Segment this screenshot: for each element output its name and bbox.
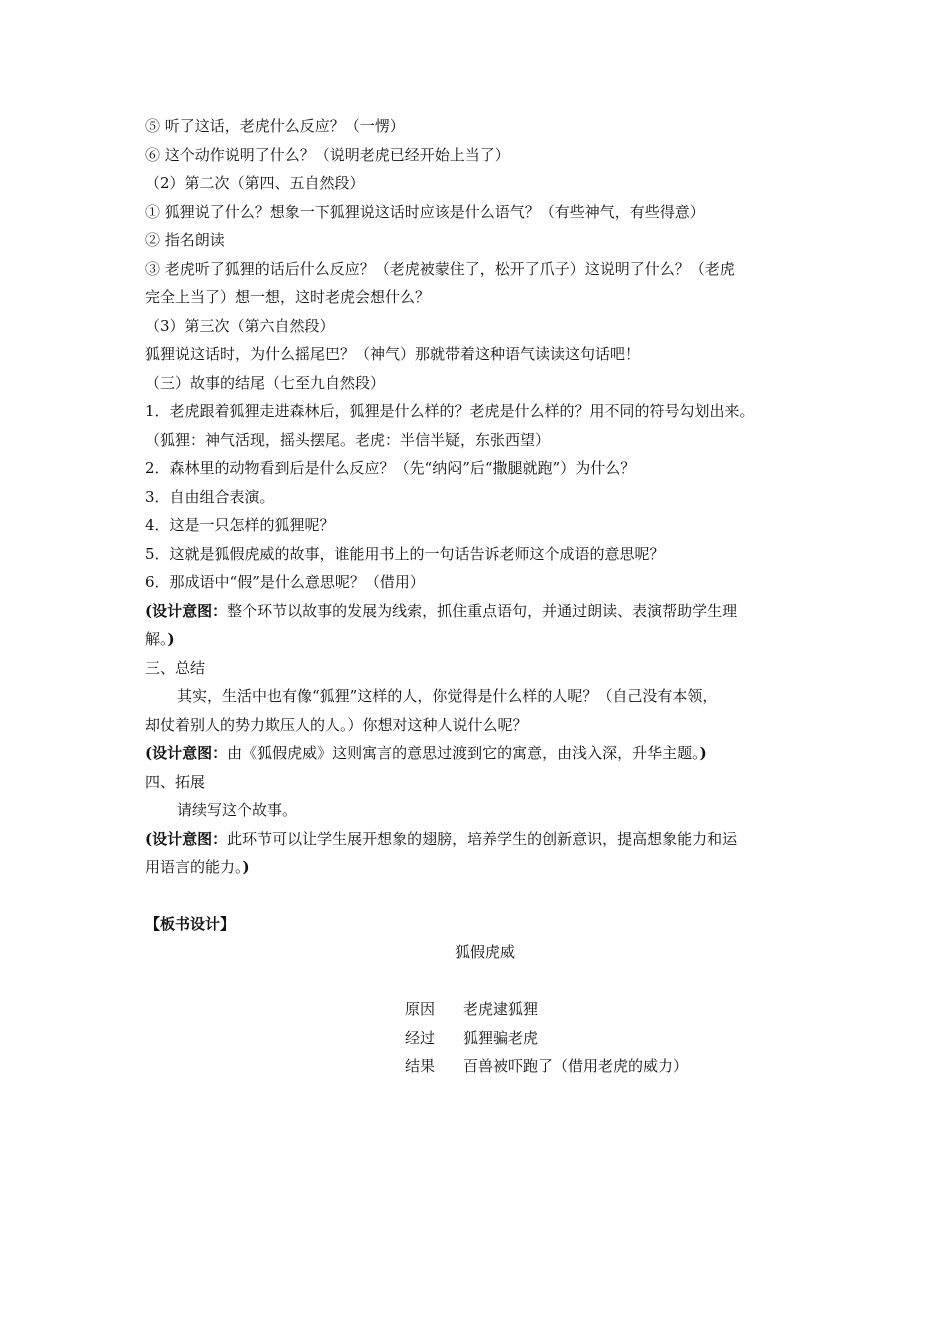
design-intent-note-cont [145, 625, 825, 654]
board-design-heading: 【板书设计】 [145, 914, 236, 933]
design-intent-text: 解。 [145, 630, 168, 648]
text-line: （狐狸：神气活现，摇头摆尾。老虎：半信半疑，东张西望） [145, 430, 551, 449]
design-intent-close: ) [699, 744, 707, 762]
design-intent-text: 此环节可以让学生展开想象的翅膀，培养学生的创新意识，提高想象能力和运 [227, 829, 738, 848]
document-page [145, 112, 825, 1108]
text-line: ② 指名朗读 [145, 231, 225, 249]
board-row-value: 老虎逮狐狸 [463, 1000, 539, 1018]
text-line: ① 狐狸说了什么？想象一下狐狸说这话时应该是什么语气？（有些神气，有些得意） [145, 202, 705, 221]
board-row [405, 1024, 538, 1053]
section-heading-extension: 四、拓展 [145, 772, 206, 791]
board-title: 狐假虎威 [454, 943, 515, 961]
text-line: 2．森林里的动物看到后是什么反应？（先“纳闷”后“撒腿就跑”）为什么？ [145, 459, 636, 477]
paragraph-line: 请续写这个故事。 [177, 801, 298, 819]
design-intent-close: ) [242, 858, 250, 876]
design-intent-label: (设计意图： [145, 744, 228, 762]
text-line: 5．这就是狐假虎威的故事，谁能用书上的一句话告诉老师这个成语的意思呢？ [145, 544, 665, 563]
board-row-key: 结果 [405, 1057, 436, 1075]
paragraph-line: 却仗着别人的势力欺压人的人。）你想对这种人说什么呢？ [145, 715, 528, 734]
design-intent-note [145, 825, 825, 854]
text-line: （2）第二次（第四、五自然段） [145, 174, 365, 192]
text-line: 狐狸说这话时，为什么摇尾巴？（神气）那就带着这种语气读读这句话吧！ [145, 345, 641, 363]
board-row-key: 经过 [405, 1028, 436, 1047]
text-line: ⑤ 听了这话，老虎什么反应？（一愣） [145, 117, 405, 135]
text-line: 6．那成语中“假”是什么意思呢？（借用） [145, 573, 425, 591]
text-line: 3．自由组合表演。 [145, 487, 275, 506]
board-row [405, 1052, 688, 1081]
design-intent-text: 整个环节以故事的发展为线索，抓住重点语句，并通过朗读、表演帮助学生理 [227, 601, 738, 620]
board-row [405, 995, 538, 1024]
text-line: （3）第三次（第六自然段） [145, 316, 335, 335]
section-heading-summary: 三、总结 [145, 658, 206, 677]
board-design [145, 938, 825, 1108]
design-intent-label: (设计意图： [145, 601, 228, 620]
text-line: ③ 老虎听了狐狸的话后什么反应？（老虎被蒙住了，松开了爪子）这说明了什么？（老虎 [145, 259, 735, 278]
board-row-value: 狐狸骗老虎 [463, 1028, 539, 1047]
design-intent-note-cont [145, 853, 825, 882]
design-intent-close: ) [167, 630, 175, 648]
design-intent-note [145, 739, 825, 768]
text-line: 1．老虎跟着狐狸走进森林后，狐狸是什么样的？老虎是什么样的？用不同的符号勾划出来。 [145, 402, 755, 420]
board-row-key: 原因 [405, 1000, 436, 1018]
text-line: 4．这是一只怎样的狐狸呢？ [145, 516, 335, 534]
text-line: （三）故事的结尾（七至九自然段） [145, 373, 386, 392]
board-row-value: 百兽被吓跑了（借用老虎的威力） [463, 1057, 689, 1075]
paragraph-line: 其实，生活中也有像“狐狸”这样的人，你觉得是什么样的人呢？（自己没有本领， [177, 687, 718, 705]
text-line: ⑥ 这个动作说明了什么？（说明老虎已经开始上当了） [145, 145, 510, 164]
design-intent-text: 用语言的能力。 [145, 858, 243, 876]
design-intent-label: (设计意图： [145, 829, 228, 848]
design-intent-text: 由《狐假虎威》这则寓言的意思过渡到它的寓意，由浅入深，升华主题。 [227, 744, 700, 762]
design-intent-note [145, 597, 825, 626]
text-line: 完全上当了）想一想，这时老虎会想什么？ [145, 288, 431, 306]
